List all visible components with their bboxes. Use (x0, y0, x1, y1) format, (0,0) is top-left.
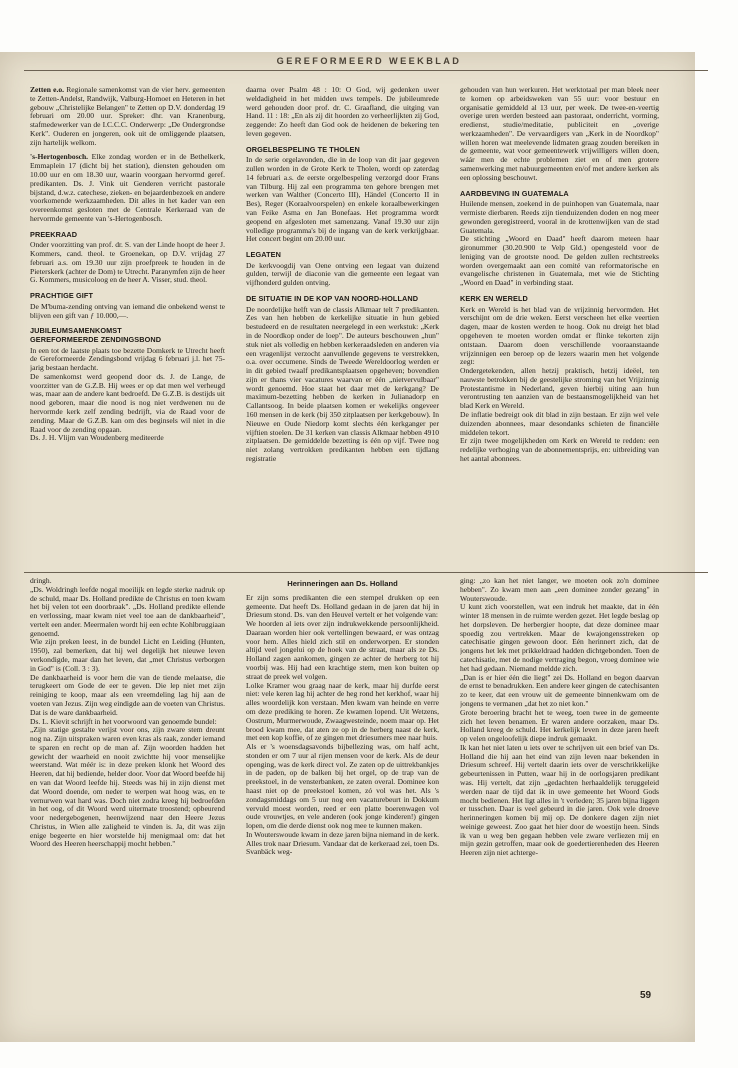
paragraph: „Ds. Woldringh leefde nogal moeilijk en legde sterke nadruk op de schuld, maar Ds. Holland predikte de Christus en toen kwam het bij velen tot een doorbraak". „Ds. Holland predikte ellende en verlossing, maar kwam niet veel toe aan de dankbaarheid", vertelt een ander. Meermalen wordt hij een echte Kohlbruggiaan genoemd. (30, 584, 225, 638)
section-heading: DE SITUATIE IN DE KOP VAN NOORD-HOLLAND (246, 294, 419, 304)
upper-column-3 (460, 86, 659, 566)
paragraph: Onder voorzitting van prof. dr. S. van der Linde hoopt de heer J. Kommers, cand. theol. te Groenekan, op D.V. vrijdag 27 februari a.s. om 19.30 uur zijn proefpreek te houden in de Pieterskerk (achter de Dom) te Utrecht. Paranymfen zijn de heer G. Kommers, musicoloog en de heer A. Visser, stud. theol. (30, 240, 225, 285)
running-header: GEREFORMEERD WEEKBLAD (276, 56, 462, 66)
section-heading: PREEKRAAD (30, 229, 78, 239)
header-rule (24, 70, 708, 71)
paragraph: De dankbaarheid is voor hem die van de tiende melaatse, die terugkeert om Gode de eer te geven. Die lep niet met zijn reiniging te koop, maar als een vreemdeling lag hij aan de voeten van Jezus. Zijn weg eindigde aan de voeten van Christus. Dat is de ware dankbaarheid. (30, 672, 225, 717)
paragraph: In een tot de laatste plaats toe bezette Domkerk te Utrecht heeft de Gereformeerde Zendingsbond vrijdag 6 februari j.l. het 75-jarig bestaan herdacht. (30, 345, 225, 373)
paragraph: In de serie orgelavonden, die in de loop van dit jaar gegeven zullen worden in de Grote Kerk te Tholen, wordt op zaterdag 14 februari a.s. de eerste orgelbespeling verzorgd door Frans van Tilburg. Hij zal een programma ten gehore brengen met werken van Walther (Concerto III), Händel (Concerto II in Bes), Reger (Koraalvoorspelen) en enkele koraalbewerkingen van Feike Asma en Jan Bonefaas. Het programma wordt geopend en afgesloten met samenzang. Vanaf 19.30 uur zijn volledige programma's bij de ingang van de kerk verkrijgbaar. Het concert begint om 20.00 uur. (246, 155, 439, 244)
paragraph: „Dan is er hier één die liegt" zei Ds. Holland en begon daarvan de ernst te benadrukken. Een andere keer gingen de catechisanten zo te keer, dat een vrouw uit de gemeente binnenkwam om de jongens te vermanen „dat het zo niet kon." (460, 672, 659, 708)
paragraph: Ds. L. Kievit schrijft in het voorwoord van genoemde bundel: (30, 716, 217, 726)
paragraph: Ds. J. H. Vlijm van Woudenberg mediteerde (30, 433, 164, 443)
paragraph: Ik kan het niet laten u iets over te schrijven uit een brief van Ds. Holland die hij aan het eind van zijn leven naar bekenden in Driesum schreef. Hij vertelt daarin iets over de verschrikkelijke gebeurtenissen in Putten, waar hij in de oorlogsjaren predikant was. Hij vertelt, dat zijn „gedachten herhaaldelijk teruggeleid werden naar de tijd dat ik in uwe gemeente het Woord Gods mocht bedienen. Het ligt alles in 't verleden; 35 jaren bijna liggen er tusschen. Daar is veel gebeurd in die jaren. Ook vele droeve herinneringen komen bij mij op. De donkere dagen zijn niet weinige geweest. Zoo gaat het hier door de woestijn heen. Sinds ik van u weg ben gegaan hebben vele zware verliezen mij en mijn gezin getroffen, maar ook de goedertierenheden des Heeren Heeren zijn niet achterge- (460, 742, 659, 858)
section-heading: GEREFORMEERDE ZENDINGSBOND (30, 334, 162, 344)
section-heading: KERK EN WERELD (460, 294, 528, 303)
paragraph-lead: Zetten e.o. (30, 86, 65, 94)
paragraph-text: Elke zondag worden er in de Bethelkerk, Emmaplein 17 (dicht bij het station), diensten gehouden om 10.00 uur en om 18.30 uur, waarin voorgaan hervormd geref. predikanten. Ds. J. Vink uit Genderen verricht pastorale bijstand, d.w.z. catechese, zieken- en bejaardenbezoek en andere voorkomende werkzaamheden. Dit alles in het kader van een overeenkomst gesloten met de Centrale Kerkeraad van de hervormde gemeente van 's-Hertogenbosch. (30, 152, 225, 223)
lower-column-1 (30, 577, 225, 977)
paragraph: Als er 's woensdagsavonds bijbellezing was, om half acht, stonden er om 7 uur al rijen mensen voor de kerk. Als de deur openging, was de kerk direct vol. Ze zaten op de uittrekbankjes in de paden, op de balken bij het orgel, op de trap van de preekstoel, in de vensterbanken, ze zaten overal. Dominee kon haast niet op de preekstoel komen, zó vol was het. Als 's zondagsmiddags om 5 uur nog een vacaturebeurt in Dokkum vervuld moest worden, reed er een platte boerenwagen vol oude vrouwtjes, en vele anderen (ook jonge kinderen!) gingen lopen, om die derde dienst ook nog mee te kunnen maken. (246, 742, 439, 831)
paragraph: ging: „zo kan het niet langer, we moeten ook zo'n dominee hebben". Zo kwam men aan „een dominee zonder gezang" in Wouterswoude. (460, 577, 659, 603)
paragraph: Huilende mensen, zoekend in de puinhopen van Guatemala, naar vermiste dierbaren. Reeds zijn tienduizenden doden en nog meer gewonden geregistreerd, vooral in de krottenwijken van de stad Guatemala. (460, 199, 659, 235)
upper-column-1 (30, 86, 225, 566)
page-number: 59 (640, 990, 652, 1001)
paragraph: De kerkvoogdij van Oene ontving een legaat van duizend gulden, terwijl de diaconie van die gemeente een legaat van vijfhonderd gulden ontving. (246, 260, 439, 288)
paragraph: daarna over Psalm 48 : 10: O God, wij gedenken uwer weldadigheid in het midden uws tempels. De jubileumrede werd gehouden door prof. dr. C. Graafland, die uitging van Hand. 11 : 18: „En als zij dit hoorden zo verheerlijkten zij God, zeggende: Zo heeft dan God ook de heidenen de bekering ten leven gegeven. (246, 86, 439, 138)
paragraph: Er zijn soms predikanten die een stempel drukken op een gemeente. Dat heeft Ds. Holland gedaan in de jaren dat hij in Driesum stond. Ds. van den Heuvel vertelt er het volgende van: (246, 592, 439, 620)
paragraph-text: Regionale samenkomst van de vier herv. gemeenten te Zetten-Andelst, Randwijk, Valburg-Homoet en Heteren in het gebouw „Christelijke Belangen" te Zetten op D.V. donderdag 19 februari om 20.00 uur. Spreker: dhr. van Kranenburg, stafmedewerker van de I.C.C.C. Onderwerp: „De Ondergrondse Kerk". Ouderen en jongeren, ook uit de omliggende plaatsen, zijn hartelijk welkom. (30, 86, 225, 147)
paragraph: Grote beroering bracht het te weeg, toen twee in de gemeente zich het leven benamen. Er waren andere oorzaken, maar Ds. Holland kreeg de schuld. Het kerkelijk leven in deze jaren heeft op velen ongeloofelijk diepe indruk gemaakt. (460, 707, 659, 744)
paragraph: U kunt zich voorstellen, wat een indruk het maakte, dat in één winter 18 mensen in de ruimte werden gezet. Het legde beslag op het dorpsleven. De herbergier hoopte, dat deze dominee maar spoedig zou vertrekken. Maar de kwajongensstreken op catechisatie gingen gewoon door. Eén herinnert zich, dat de jongens het lek met prikkeldraad hadden dichtgebonden. Toen de catechisatie, met de nodige vertraging begon, vroeg dominee wie het had gedaan. Niemand meldde zich. (460, 602, 659, 673)
paragraph: gehouden van hun werkuren. Het werktotaal per man bleek neer te komen op arbeidsweken van 55 uur: voor bestuur en organisatie gemiddeld al 13 uur, per week. De twee-en-veertig overige uren werden besteed aan pastoraat, onderricht, vorming, eredienst, studie/meditatie, publiciteit en „overige werkzaamheden". De vervaardigers van „Kerk in de Noordkop" willen horen wat meelevende lidmaten graag zouden bereiken in de gemeente, wat voor gemeentewerk vrijwilligers willen doen, wáár men de echte problemen ziet en of men grotere samenwerking met nabuurgemeenten en/of met andere kerken als een oplossing beschouwt. (460, 86, 659, 182)
paragraph: dringh. (30, 577, 52, 585)
upper-column-2 (246, 86, 439, 566)
section-heading: JUBILEUMSAMENKOMST (30, 326, 122, 336)
paragraph (30, 153, 225, 223)
paragraph: Lolke Kramer wou graag naar de kerk, maar hij durfde eerst niet: vele keren lag hij achter de heg rond het kerkhof, waar hij alles woordelijk kon verstaan. Men kwam van heinde en verre om deze prediking te horen. Ze kwamen lopend. Uit Wetzens, Oostrum, Murmerwoude, Zwaagwesteinde, noem maar op. Het brood kwam mee, dat aten ze op in de herberg naast de kerk, met een kop koffie, of ze gingen met driesumers mee naar huis. (246, 680, 439, 743)
section-heading: LEGATEN (246, 250, 282, 260)
lower-column-2 (246, 577, 439, 977)
paragraph-lead: 's-Hertogenbosch. (30, 152, 89, 162)
article-heading: Herinneringen aan Ds. Holland (287, 579, 398, 588)
paragraph: De noordelijke helft van de classis Alkmaar telt 7 predikanten. Zes van hen hebben de kerkelijke situatie in hun gebied bestudeerd en de resultaten neergelegd in een werkstuk: „Kerk in de Noordkop onder de loep". De auteurs beschouwen „hun" stuk niet als volledig en hebben kerkeraadsleden en anderen via een vragenlijst verzocht aanvullende gegevens te verstrekken, o.a. over occumene. Sinds de Tweede Wereldoorlog werden er in dit gebied twaalf predikantsplaatsen opgeheven; bovendien zijn er thans vier vacatures waarvan er één „nietvervulbaar" wordt genoemd. Hoe staat het daar met de kerkgang? De maximum-bezetting hebben de kerken in Julianadorp en Callantsoog. In beide plaatsen komen er wekelijks ongeveer 160 mensen in de kerk (bij 350 zitplaatsen per kerkgebouw). In Nieuwe en Oude Niedorp komt slechts één kerkganger per vijftien stoelen. De 31 kerken van classis Alkmaar hebben 4910 zitplaatsen. De gemiddelde bezetting is één op vijf. Twee nog niet zolang vertrokken predikanten hebben een tijdlang registratie (246, 304, 439, 463)
paragraph: De inflatie bedreigt ook dit blad in zijn bestaan. Er zijn wel vele duizenden abonnees, maar desondanks schieten de financiële middelen tekort. (460, 409, 659, 437)
paragraph: Ondergetekenden, allen hetzij praktisch, hetzij ideëel, ten nauwste betrokken bij de geestelijke stroming van het Vrijzinnig Protestantisme in Nederland, geven hierbij uiting aan hun verontrusting ten aanzien van de bestaansmogelijkheid van het blad Kerk en Wereld. (460, 366, 659, 411)
paragraph: Er zijn twee mogelijkheden om Kerk en Wereld te redden: een redelijke verhoging van de abonnementsprijs, en: uitbreiding van het aantal abonnees. (460, 436, 659, 463)
paragraph: De stichting „Woord en Daad" heeft daarom meteen haar gironummer (30.20.900 te Velp Gld.) opengesteld voor de leniging van de grootste nood. De gelden zullen rechtstreeks worden overgemaakt aan een comité van reformatorische en evangelische christenen in Guatemala, met wie de Stichting „Woord en Daad" in verbinding staat. (460, 234, 659, 288)
paragraph: In Wouterswoude kwam in deze jaren bijna niemand in de kerk. Alles trok naar Driesum. Vandaar dat de kerkeraad zei, toen Ds. Svanbäck weg- (246, 829, 439, 857)
paragraph: Kerk en Wereld is het blad van de vrijzinnig hervormden. Het verschijnt om de drie weken. Eerst verscheen het elke veertien dagen, maar de kosten werden te hoog. Ook nu dreigt het blad opgeheven te moeten worden omdat er flinke tekorten zijn ontstaan. Daarom doen verschillende vooraanstaande vrijzinnigen een beroep op de lezers waarin men het volgende zegt: (460, 304, 659, 367)
section-heading: ORGELBESPELING TE THOLEN (246, 144, 360, 154)
lower-column-3 (460, 577, 659, 977)
paragraph: De samenkomst werd geopend door ds. J. de Lange, de voorzitter van de G.Z.B. Hij wees er op dat men wel verheugd was, maar aan de andere kant bedroefd. De G.Z.B. is destijds uit nood geboren, maar die nood is nog niet verdwenen nu de hervormde kerk zelf zending bedrijft, via de Raad voor de zending. Maar de G.Z.B. kan om des beginsels wil niet in die Raad voor de zending opgaan. (30, 371, 225, 434)
paragraph: De M'buma-zending ontving van iemand die onbekend wenst te blijven een gift van ƒ 10.000,—. (30, 301, 225, 320)
paragraph: „Zijn statige gestalte verijst voor ons, zijn zware stem dreunt nog na. Zijn uitspraken waren even kras als raak, zonder iemand te sparen en recht op de man af. Zijn woorden hadden het gewicht der waarheid en nooit zwichtte hij voor menselijke weerstand. Wat méér is: in deze preken klonk het Woord des Heeren, dat hij bediende, helder door. Voor dat Woord beefde hij en van dat Woord leefde hij. Steeds was hij in zijn dienst met dat Woord doende, om neder te werpen wat hoog was, en te vernurwen wat hard was. Doch niet zodra kreeg hij bedroefden in het oog, of dit Woord werd uitermate troostend; opbeurend voor nedergebogenen, heenwijzend naar den Heere Jezus Christus, in Wien alle zaligheid te vinden is. Ja, dit was zijn enige begeerte en hier worstelde hij menigmaal om: dat het Woord des Heeren heerschappij mocht hebben." (30, 725, 225, 849)
paragraph (30, 86, 225, 147)
section-divider-rule (24, 572, 708, 573)
paragraph: Wie zijn preken leest, in de bundel Licht en Leiding (Hunten, 1950), zal bemerken, dat hij wel degelijk het nieuwe leven verkondigde, maar dan het leven, dat „met Christus verborgen in God" is (Coll. 3 : 3). (30, 637, 225, 673)
section-heading: PRACHTIGE GIFT (30, 291, 94, 301)
paragraph: We hoorden al iets over zijn indrukwekkende persoonlijkheid. Daaraan worden hier ook vertellingen bewaard, er was ontzag voor hem. Alles hield zich stil en onderworpen. Er stonden altijd veel jongelui op de hoek van de straat, maar als ze Ds. Holland zagen aankomen, gingen ze achter de herberg tot hij voorbij was. Hij had een krachtige stem, men kon buiten op straat de preek wel volgen. (246, 619, 439, 681)
section-heading: AARDBEVING IN GUATEMALA (460, 188, 569, 198)
